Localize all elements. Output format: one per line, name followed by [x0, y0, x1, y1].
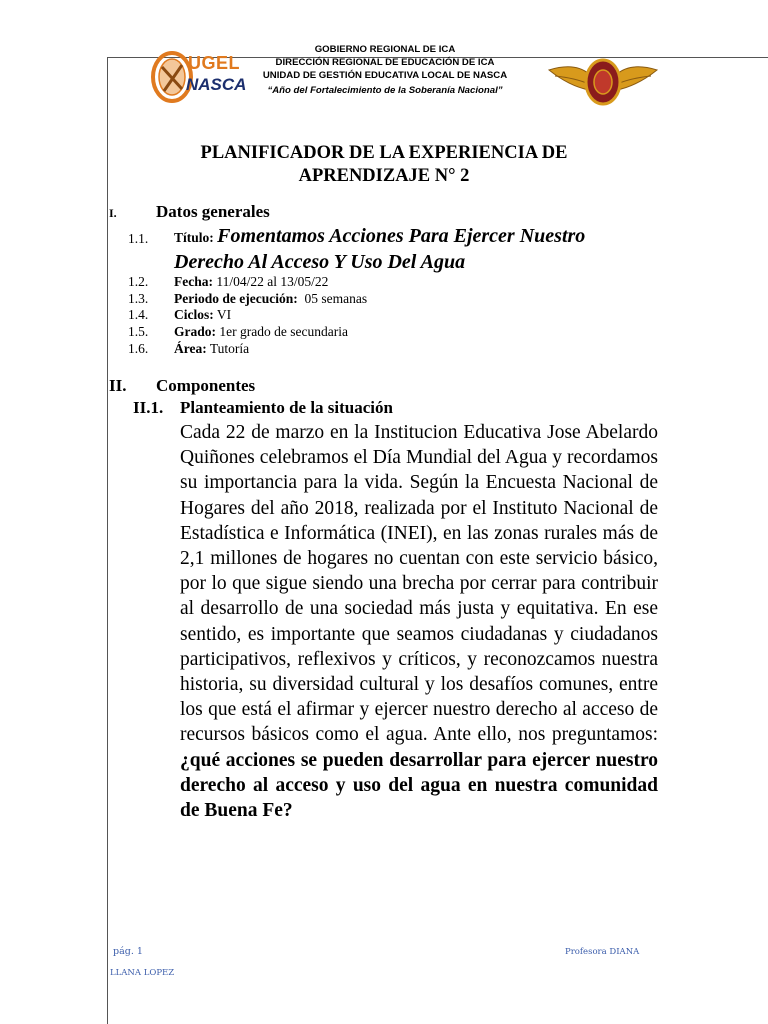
header-line-1: GOBIERNO REGIONAL DE ICA [314, 44, 456, 55]
item-1-1-number: 1.1. [128, 231, 149, 246]
item-1-4-number: 1.4. [128, 307, 149, 322]
grado-value: 1er grado de secundaria [219, 324, 348, 339]
fecha-label: Fecha: [174, 274, 213, 289]
titulo-value-line-1: Fomentamos Acciones Para Ejercer Nuestro [217, 225, 586, 247]
footer-surname: LLANA LOPEZ [110, 968, 175, 978]
ciclos-label: Ciclos: [174, 307, 214, 322]
item-grado [174, 324, 348, 340]
periodo-label: Periodo de ejecución: [174, 291, 298, 306]
grado-label: Grado: [174, 324, 216, 339]
fecha-value: 11/04/22 al 13/05/22 [216, 274, 329, 289]
item-fecha [174, 274, 328, 290]
document-title-line-1: PLANIFICADOR DE LA EXPERIENCIA DE [200, 143, 568, 163]
section-2-number: II. [109, 376, 127, 395]
ciclos-value: VI [216, 307, 232, 322]
titulo-value-line-2: Derecho Al Acceso Y Uso Del Agua [174, 251, 466, 273]
header-line-4: “Año del Fortalecimiento de la Soberanía Nacional” [267, 85, 503, 96]
titulo-label: Título: [174, 230, 214, 245]
subsection-2-1-number: II.1. [133, 398, 164, 417]
logo-text-ugel: UGEL [188, 53, 241, 73]
item-1-6-number: 1.6. [128, 341, 149, 356]
document-title-line-2: APRENDIZAJE N° 2 [298, 166, 470, 186]
area-value: Tutoría [209, 341, 250, 356]
section-1-number: I. [109, 206, 117, 220]
winged-badge-logo [545, 56, 661, 108]
item-1-2-number: 1.2. [128, 274, 149, 289]
section-2-heading: Componentes [156, 376, 256, 395]
item-titulo [174, 225, 585, 248]
situation-text: Cada 22 de marzo en la Institucion Educativa Jose Abelardo Quiñones celebramos el Día Mundial del Agua y recordamos su importancia para la vida. Según la Encuesta Nacional de Hogares del año 2018, realizada por el Instituto Nacional de Estadística e Informática (INEI), en las zonas rurales más de 2,1 millones de hogares no cuentan con este servicio básico, por lo que sigue siendo una brecha por cerrar para contribuir al desarrollo de una sociedad más justa y equitativa. En ese sentido, es importante que seamos ciudadanas y ciudadanos participativos, reflexivos y críticos, y reconozcamos nuestra historia, su diversidad cultural y los desafíos comunes, entre los que está el afirmar y ejercer nuestro derecho al acceso de recursos básicos como el agua. Ante ello, nos preguntamos: [180, 422, 658, 746]
item-1-3-number: 1.3. [128, 291, 149, 306]
subsection-2-1-heading: Planteamiento de la situación [180, 398, 393, 417]
footer-page-number: pág. 1 [113, 946, 143, 957]
situation-paragraph [180, 420, 658, 823]
item-ciclos [174, 307, 231, 323]
periodo-value: 05 semanas [304, 291, 368, 306]
situation-question: ¿qué acciones se pueden desarrollar para ejercer nuestro derecho al acceso y uso del agua en nuestra comunidad de Buena Fe? [180, 749, 658, 822]
footer-teacher: Profesora DIANA [565, 947, 640, 957]
area-label: Área: [174, 341, 207, 356]
logo-text-nasca: NASCA [186, 75, 247, 94]
section-1-heading: Datos generales [156, 202, 270, 221]
item-1-5-number: 1.5. [128, 324, 149, 339]
item-periodo [174, 291, 367, 307]
header-line-2: DIRECCIÓN REGIONAL DE EDUCACIÓN DE ICA [275, 57, 495, 68]
header-line-3: UNIDAD DE GESTIÓN EDUCATIVA LOCAL DE NASCA [262, 70, 508, 81]
item-area [174, 341, 249, 357]
